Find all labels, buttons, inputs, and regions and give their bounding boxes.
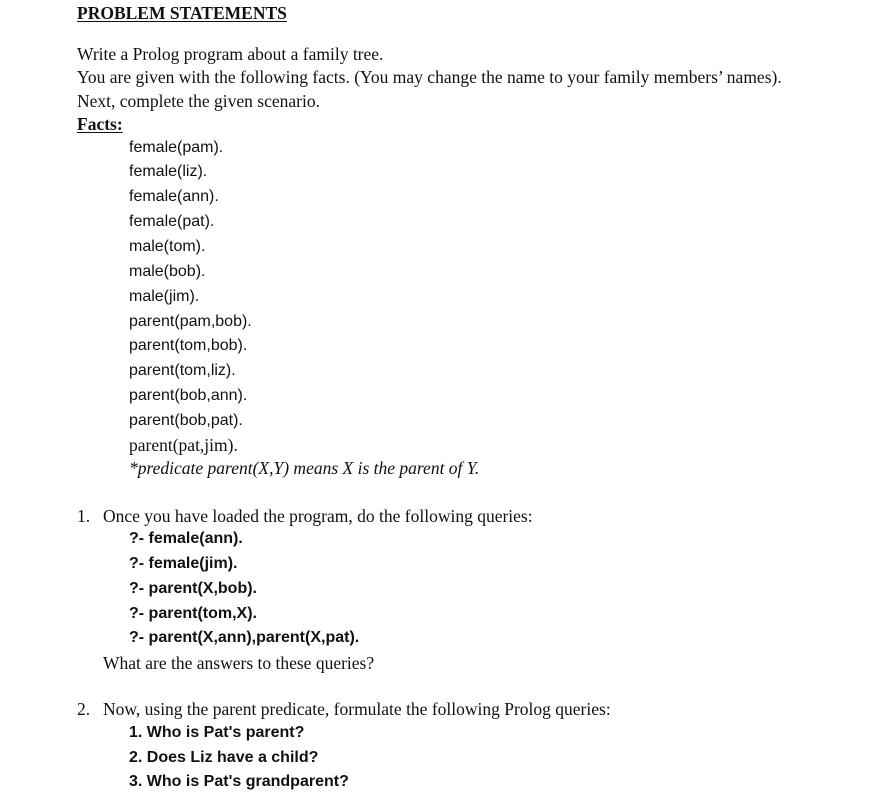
- fact-line: male(tom).: [129, 238, 206, 255]
- sub-question: 3. Who is Pat's grandparent?: [129, 773, 349, 790]
- fact-line: parent(bob,pat).: [129, 412, 243, 429]
- fact-line: female(liz).: [129, 163, 208, 180]
- fact-line: parent(pat,jim).: [129, 435, 238, 455]
- intro-line-3: Next, complete the given scenario.: [77, 91, 320, 111]
- question-1-number: 1.: [77, 506, 91, 526]
- facts-heading: Facts:: [77, 114, 123, 134]
- query-line: ?- parent(X,ann),parent(X,pat).: [129, 629, 360, 646]
- sub-question: 1. Who is Pat's parent?: [129, 724, 305, 741]
- query-line: ?- parent(tom,X).: [129, 605, 257, 622]
- fact-line: female(ann).: [129, 188, 219, 205]
- fact-line: parent(tom,liz).: [129, 362, 236, 379]
- sub-question: 2. Does Liz have a child?: [129, 749, 319, 766]
- question-2-text: Now, using the parent predicate, formulate the following Prolog queries:: [103, 699, 611, 719]
- fact-line: parent(pam,bob).: [129, 313, 252, 330]
- fact-line: parent(bob,ann).: [129, 387, 248, 404]
- intro-line-1: Write a Prolog program about a family tree.: [77, 44, 384, 64]
- query-line: ?- female(jim).: [129, 555, 238, 572]
- fact-line: male(jim).: [129, 288, 200, 305]
- fact-line: male(bob).: [129, 263, 206, 280]
- question-2-number: 2.: [77, 699, 91, 719]
- predicate-note: *predicate parent(X,Y) means X is the parent of Y.: [129, 458, 480, 478]
- intro-line-2: You are given with the following facts. (You may change the name to your family members’ names).: [77, 67, 782, 87]
- query-line: ?- female(ann).: [129, 530, 243, 547]
- question-1-followup: What are the answers to these queries?: [103, 653, 375, 673]
- problem-statements-heading: PROBLEM STATEMENTS: [77, 3, 287, 23]
- query-line: ?- parent(X,bob).: [129, 580, 257, 597]
- fact-line: female(pam).: [129, 139, 224, 156]
- fact-line: parent(tom,bob).: [129, 337, 248, 354]
- question-1-text: Once you have loaded the program, do the following queries:: [103, 506, 533, 526]
- fact-line: female(pat).: [129, 213, 215, 230]
